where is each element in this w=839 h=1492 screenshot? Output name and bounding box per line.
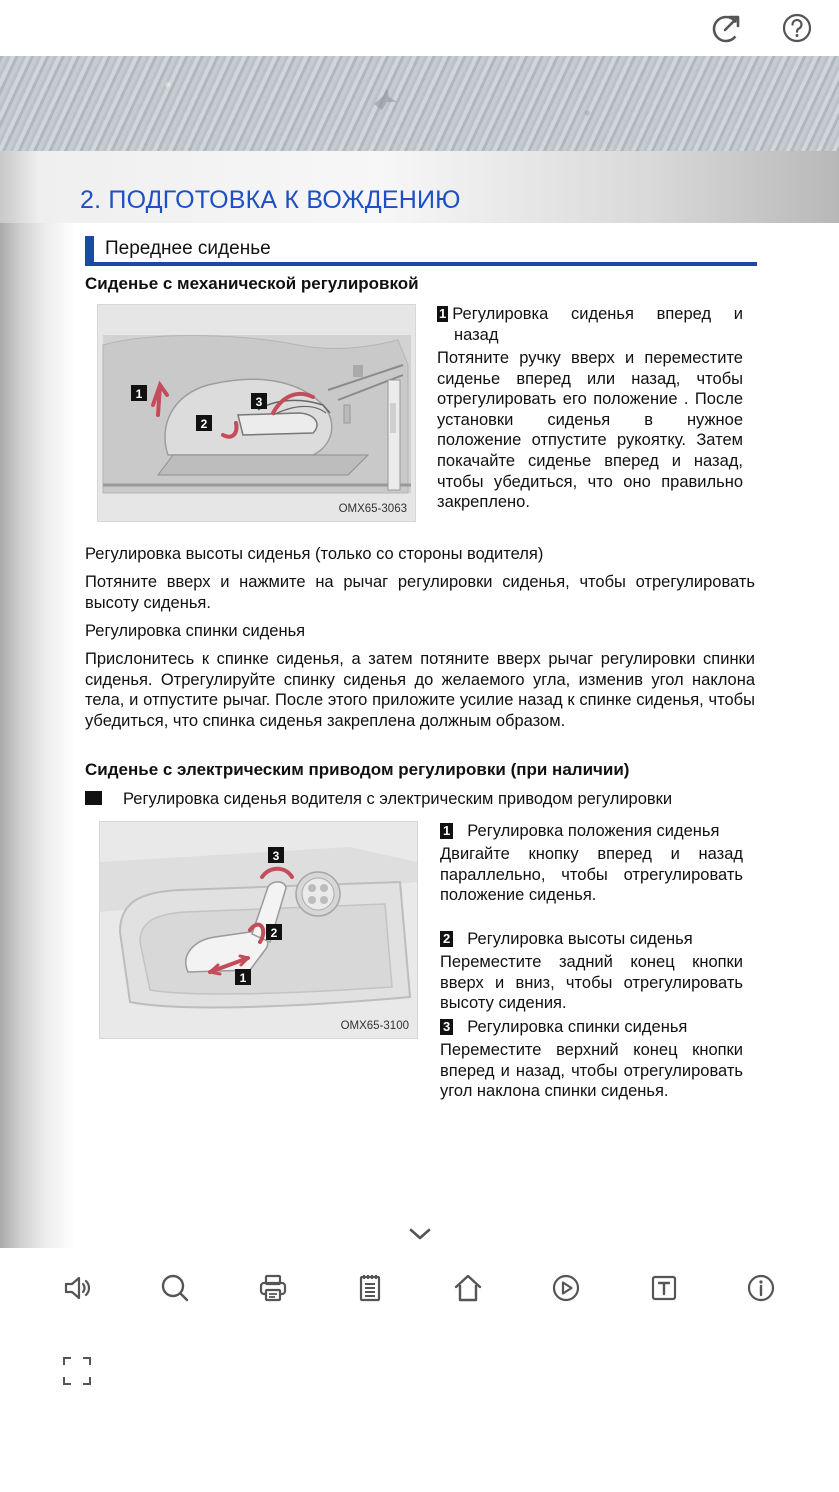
- speaker-icon[interactable]: [59, 1270, 95, 1306]
- power-item-1-num: 1: [440, 823, 453, 839]
- search-icon[interactable]: [157, 1270, 193, 1306]
- figure2-label-2: 2: [270, 926, 278, 940]
- video-icon[interactable]: [548, 1270, 584, 1306]
- backrest-adjust-text: Прислонитесь к спинке сиденья, а затем потяните вверх рычаг регулировки спинки сиденья. Отрегулируйте спинку сиденья до желаемого угла, изменив угол наклона тела, и отпустите рычаг. После этого приложите усилие назад к спинке сиденья, чтобы убедиться, что спинка сиденья закреплена должным образом.: [85, 650, 755, 730]
- item1-num: 1: [439, 306, 447, 321]
- backrest-adjust-title: Регулировка спинки сиденья: [85, 622, 306, 640]
- figure1-label-1: 1: [135, 387, 143, 401]
- power-item-3-num: 3: [440, 1019, 453, 1035]
- home-icon[interactable]: [450, 1270, 486, 1306]
- power-item-1-text: Двигайте кнопку вперед и назад параллельно, чтобы отрегулировать положение сиденья.: [440, 845, 743, 905]
- bottom-toolbar: [0, 1248, 839, 1492]
- chapter-title: 2. ПОДГОТОВКА К ВОЖДЕНИЮ: [80, 186, 461, 214]
- figure1-label-2: 2: [200, 417, 208, 431]
- height-adjust-text: Потяните вверх и нажмите на рычаг регулировки сиденья, чтобы отрегулировать высоту сиденья.: [85, 573, 755, 612]
- figure2-label-1: 1: [239, 971, 247, 985]
- power-seat-figure: [99, 821, 418, 1039]
- figure-code: OMX65-3100: [340, 1020, 409, 1032]
- notes-icon[interactable]: [352, 1270, 388, 1306]
- item1-title-line2: назад: [454, 325, 499, 344]
- manual-page: [0, 56, 839, 1248]
- power-item-3-title: 3 Регулировка спинки сиденья: [440, 1017, 743, 1038]
- info-icon[interactable]: [743, 1270, 779, 1306]
- power-item-2-title: 2 Регулировка высоты сиденья: [440, 929, 743, 950]
- section-header: [85, 236, 757, 266]
- bullet-square: [85, 791, 102, 805]
- open-external-icon[interactable]: [711, 12, 743, 44]
- power-seat-illustration: [100, 822, 417, 1038]
- mechanical-seat-figure: [97, 304, 416, 522]
- top-bar: [0, 0, 839, 56]
- fullscreen-icon[interactable]: [60, 1354, 94, 1388]
- mechanical-seat-illustration: [98, 305, 415, 521]
- texture-mark: [370, 84, 400, 114]
- power-seat-subheading-text: Регулировка сиденья водителя с электрическим приводом регулировки: [123, 790, 673, 808]
- print-icon[interactable]: [255, 1270, 291, 1306]
- section-title: Переднее сиденье: [105, 238, 271, 259]
- power-item-3-text: Переместите верхний конец кнопки вперед и назад, чтобы отрегулировать угол наклона спинки сиденья.: [440, 1041, 743, 1101]
- power-seat-subheading: [85, 789, 757, 810]
- text-icon[interactable]: [646, 1270, 682, 1306]
- height-adjust-title: Регулировка высоты сиденья (только со стороны водителя): [85, 545, 544, 563]
- chevron-down-icon[interactable]: [408, 1225, 432, 1245]
- help-icon[interactable]: [781, 12, 813, 44]
- item1-title-line1: Регулировка сиденья вперед и: [452, 305, 743, 323]
- figure-code: OMX65-3063: [338, 503, 407, 515]
- header-texture: [0, 56, 839, 151]
- power-seat-heading: Сиденье с электрическим приводом регулировки (при наличии): [85, 760, 630, 779]
- power-item-2-text: Переместите задний конец кнопки вверх и вниз, чтобы отрегулировать высоту сидения.: [440, 953, 743, 1013]
- power-item-2-num: 2: [440, 931, 453, 947]
- mechanical-seat-heading: Сиденье с механической регулировкой: [85, 274, 419, 293]
- item1-title: [437, 304, 743, 345]
- figure1-label-3: 3: [255, 395, 263, 409]
- power-item-1-title: 1 Регулировка положения сиденья: [440, 821, 743, 842]
- item1-text: Потяните ручку вверх и переместите сиденье вперед или назад, чтобы отрегулировать его положение . После установки сиденья в нужное положение отпустите рукоятку. Затем покачайте сиденье вперед и назад, чтобы убедиться, что оно правильно закреплено.: [437, 349, 743, 512]
- figure2-label-3: 3: [272, 849, 280, 863]
